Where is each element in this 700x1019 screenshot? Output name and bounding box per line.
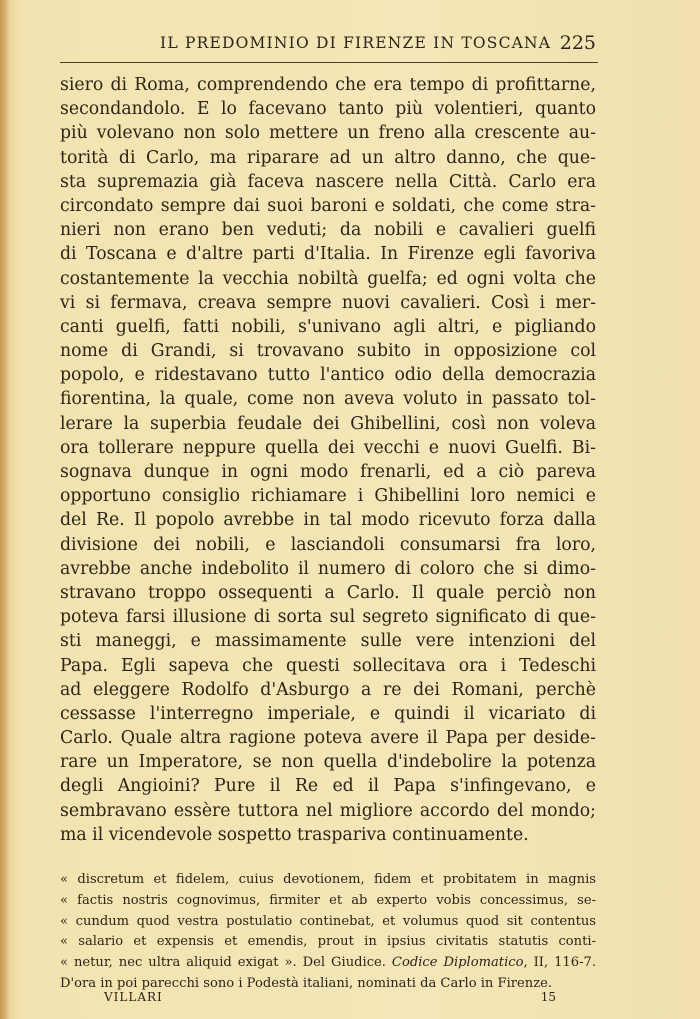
page-number: 225 bbox=[559, 32, 596, 54]
footnote-line: « discretum et fidelem, cuius devotionem, fidem et probitatem in magnis bbox=[60, 872, 596, 887]
text-line: ora tollerare neppure quella dei vecchi e nuovi Guelfi. Bi- bbox=[60, 437, 596, 458]
text-line: torità di Carlo, ma riparare ad un altro danno, che que- bbox=[60, 147, 596, 168]
page-header bbox=[60, 32, 600, 60]
text-line: ad eleggere Rodolfo d'Asburgo a re dei Romani, perchè bbox=[60, 679, 596, 700]
text-line: sembravano essère tuttora nel migliore accordo del mondo; bbox=[60, 800, 596, 821]
text-line: sti maneggi, e massimamente sulle vere intenzioni del bbox=[60, 631, 596, 652]
footnote-line: « factis nostris cognovimus, firmiter et ab experto vobis concessimus, se- bbox=[60, 892, 596, 908]
text-line: Papa. Egli sapeva che questi sollecitava ora i Tedeschi bbox=[60, 655, 596, 676]
text-line: sognava dunque in ogni modo frenarli, ed a ciò pareva bbox=[60, 462, 596, 482]
footnotes bbox=[60, 870, 596, 995]
text-line: poteva farsi illusione di sorta sul segreto significato di que- bbox=[60, 607, 596, 628]
text-line: nieri non erano ben veduti; da nobili e cavalieri guelfi bbox=[60, 220, 596, 241]
text-line: cessasse l'interregno imperiale, e quindi il vicariato di bbox=[60, 703, 596, 724]
header-rule bbox=[60, 62, 598, 63]
text-line: sta supremazia già faceva nascere nella Città. Carlo era bbox=[60, 171, 596, 192]
text-line: fiorentina, la quale, come non aveva voluto in passato tol- bbox=[60, 389, 596, 410]
text-line: opportuno consiglio richiamare i Ghibellini loro nemici e bbox=[60, 486, 596, 507]
text-line: circondato sempre dai suoi baroni e soldati, che come stra- bbox=[60, 195, 596, 216]
text-line: nome di Grandi, si trovavano subito in opposizione col bbox=[60, 341, 596, 362]
footnote-line: « salario et expensis et emendis, prout in ipsius civitatis statutis conti- bbox=[60, 934, 596, 950]
printer-signature: VILLARI bbox=[104, 990, 163, 1004]
footnote-line: « cundum quod vestra postulatio continebat, et volumus quod sit contentus bbox=[60, 913, 596, 929]
footnote-line: D'ora in poi parecchi sono i Podestà italiani, nominati da Carlo in Firenze. bbox=[60, 975, 553, 991]
text-line: ma il vicendevole sospetto traspariva continuamente. bbox=[60, 824, 529, 845]
signature-number: 15 bbox=[540, 990, 556, 1004]
text-line: Carlo. Quale altra ragione poteva avere il Papa per deside- bbox=[60, 728, 596, 749]
text-line: rare un Imperatore, se non quella d'indebolire la potenza bbox=[60, 752, 596, 773]
text-line: popolo, e ridestavano tutto l'antico odio della democrazia bbox=[60, 365, 596, 386]
text-line: costantemente la vecchia nobiltà guelfa; ed ogni volta che bbox=[60, 268, 596, 289]
footnote-line: « netur, nec ultra aliquid exigat ». Del Giudice. Codice Diplomatico, II, 116-7. bbox=[60, 955, 597, 971]
text-line: di Toscana e d'altre parti d'Italia. In Firenze egli favoriva bbox=[60, 244, 596, 265]
page-binding-edge bbox=[0, 0, 10, 1019]
text-line: canti guelfi, fatti nobili, s'univano agli altri, e pigliando bbox=[60, 316, 596, 337]
main-text bbox=[60, 73, 596, 847]
text-line: secondandolo. E lo facevano tanto più volentieri, quanto bbox=[60, 99, 596, 120]
page-footer bbox=[60, 988, 596, 1008]
text-line: divisione dei nobili, e lasciandoli consumarsi fra loro, bbox=[60, 534, 596, 555]
text-line: più volevano non solo mettere un freno alla crescente au- bbox=[60, 123, 596, 144]
text-line: siero di Roma, comprendendo che era tempo di profittarne, bbox=[60, 75, 596, 95]
text-line: vi si fermava, creava sempre nuovi cavalieri. Così i mer- bbox=[60, 292, 596, 313]
text-line: stravano troppo ossequenti a Carlo. Il quale perciò non bbox=[60, 582, 596, 603]
running-title: IL PREDOMINIO DI FIRENZE IN TOSCANA bbox=[160, 34, 552, 52]
text-line: degli Angioini? Pure il Re ed il Papa s'infingevano, e bbox=[60, 776, 596, 797]
text-line: del Re. Il popolo avrebbe in tal modo ricevuto forza dalla bbox=[60, 510, 596, 531]
text-line: avrebbe anche indebolito il numero di coloro che si dimo- bbox=[60, 558, 596, 579]
text-line: lerare la superbia feudale dei Ghibellini, così non voleva bbox=[60, 413, 596, 434]
